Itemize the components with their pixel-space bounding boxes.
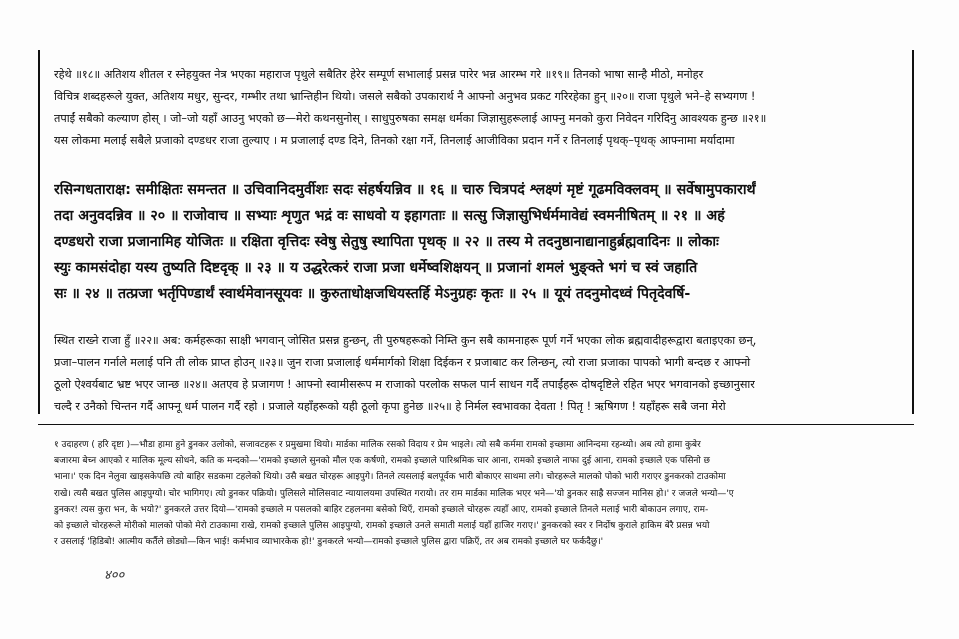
footnote-line: भाना।' एक दिन नेलुवा खाइसकेपछि त्यो बाहिर सडकमा टहलेको थियो। उसै बखत चोरहरू आइपुगे। तिनले त्यसलाई बलपूर्वक भारी बोकाएर साथमा लगे। चोरहरूले मालको पोको भारी गराएर डुनकरको टाउकोमा xyxy=(54,472,726,483)
footnote xyxy=(54,437,909,550)
hindi-commentary-upper xyxy=(54,64,909,152)
text-line: ठूलो ऐश्वर्यबाट भ्रष्ट भएर जान्छ ॥२४॥ अतएव हे प्रजागण ! आफ्नो स्वामीसरूप म राजाको परलोक सफल पार्न साधन गर्दै तपाईंहरू दोषदृष्टिले रहित भएर भगवानको इच्छानुसार xyxy=(54,378,755,391)
footnote-line: को इच्छाले चोरहरूले मोरीको मालको पोको मेरो टाउकामा राखे, रामको इच्छाले पुलिस आइपुग्यो, रामको इच्छाले उनले समाती मलाई यहाँ हाजिर गराए।' डुनकरको स्वर र निर्दोष कुराले हाकिम बेरै प्रसन्न भयो xyxy=(54,520,710,531)
text-line: विचित्र शब्दहरूले युक्त, अतिशय मधुर, सुन्दर, गम्भीर तथा भ्रान्तिहीन थियो। जसले सबैको उपकारार्थ नै आफ्नो अनुभव प्रकट गरिरहेका हुन् ॥२०॥ राजा पृथुले भने–हे सभ्यगण ! xyxy=(54,90,756,103)
footnote-line: बजारमा बेच्न आएको र मालिक मूल्य सोधने, कति क मन्दको—'रामको इच्छाले सुनको मौल एक कर्षणो, रामको इच्छाले पारिश्रमिक चार आना, रामको इच्छाले नाफा दुई आना, रामको इच्छाले एक पसिनो छ xyxy=(54,456,710,467)
footnote-line: र उसलाई 'हिडिबो! आत्मीय कर्तैले छोड्यो—किन भाई! कर्मभाव व्याभारकेक हो!' डुनकरले भन्यो—रामको इच्छाले पुलिस द्वारा पक्रिएँ, तर अब रामको इच्छाले घर फर्कदैछु।' xyxy=(54,537,604,548)
text-line: स्थित राख्ने राजा हुँ ॥२२॥ अब: कर्महरूका साक्षी भगवान् जोसित प्रसन्न हुन्छन्, ती पुरुषहरूको निम्ति कुन सबै कामनाहरू पूर्ण गर्ने भएका लोक ब्रह्मवादीहरूद्वारा बताइएका छन्, xyxy=(54,334,757,347)
verse-line: रसिन्गधताराक्ष: समीक्षितः समन्तत ॥ उचिवानिदमुर्वीशः सदः संहर्षयन्निव ॥ १६ ॥ चारु चित्रपदं श्लक्ष्णं मृष्टं गूढमविक्लवम् ॥ सर्वेषामुपकारार्थं xyxy=(54,182,756,198)
text-line: चल्दै र उनैको चिन्तन गर्दै आफ्नू धर्म पालन गर्दै रहो । प्रजाले यहाँहरूको यही ठूलो कृपा हुनेछ ॥२५॥ हे निर्मल स्वभावका देवता ! पितृ ! ऋषिगण ! यहाँहरू सबै जना मेरो xyxy=(54,400,726,413)
footnote-separator xyxy=(38,424,914,425)
text-line: तपाईं सबैको कल्याण होस् । जो–जो यहाँ आउनु भएको छ—मेरो कथनसुनोस् । साधुपुरुषका समक्ष धर्मका जिज्ञासुहरूलाई आफ्नु मनको कुरा निवेदन गरिदिनु आवश्यक हुन्छ ॥२१॥ xyxy=(54,112,767,125)
text-line: यस लोकमा मलाई सबैले प्रजाको दण्डधर राजा तुल्याए । म प्रजालाई दण्ड दिने, तिनको रक्षा गर्ने, तिनलाई आजीविका प्रदान गर्ने र तिनलाई पृथक्–पृथक् आफ्नामा मर्यादामा xyxy=(54,134,735,147)
page-number: ४०० xyxy=(104,568,125,583)
footnote-line: १ उदाहरण ( हरि दृष्टा )—भौडा हामा हुने डुनकर उलोको, सजावटहरू र प्रमुखमा थियो। मार्डका मालिक रसको विदाय र प्रेम भाइले। त्यो सबै कर्ममा रामको इच्छामा आनिन्दमा रहन्थ्यो। अब त्यो हामा कुबेर xyxy=(54,440,701,450)
footnote-line: डुनकर! त्यस कुरा भन, के भयो?' डुनकरले उत्तर दियो—'रामको इच्छाले म पसलको बाहिर टहलनमा बसेको थिएँ, रामको इच्छाले चोरहरू त्यहाँ आए, रामको इच्छाले तिनले मलाई भारी बोकाउन लगाए, राम- xyxy=(54,504,709,515)
verse-line: तदा अनुवदन्निव ॥ २० ॥ राजोवाच ॥ सभ्याः शृणुत भद्रं वः साधवो य इहागताः ॥ सत्सु जिज्ञासुभिर्धर्ममावेद्यं स्वमनीषितम् ॥ २१ ॥ अहं xyxy=(54,208,725,224)
right-margin-rule xyxy=(912,50,914,414)
left-margin-rule xyxy=(38,50,40,414)
sanskrit-verses xyxy=(54,177,909,307)
hindi-commentary-lower xyxy=(54,330,909,418)
verse-line: सः ॥ २४ ॥ तत्प्रजा भर्तृपिण्डार्थं स्वार्थमेवानसूयवः ॥ कुरुताधोक्षजधियस्तर्हि मेऽनुग्रहः कृतः ॥ २५ ॥ यूयं तदनुमोदध्वं पितृदेवर्षि- xyxy=(54,286,691,302)
text-line: प्रजा–पालन गर्नाले मलाई पनि ती लोक प्राप्त होउन् ॥२३॥ जुन राजा प्रजालाई धर्ममार्गको शिक्षा दिईकन र प्रजाबाट कर लिन्छन्, त्यो राजा प्रजाका पापको भागी बन्दछ र आफ्नो xyxy=(54,356,751,369)
verse-line: दण्डधरो राजा प्रजानामिह योजितः ॥ रक्षिता वृत्तिदः स्वेषु सेतुषु स्थापिता पृथक् ॥ २२ ॥ तस्य मे तदनुष्ठानाद्यानाहुर्ब्रह्मवादिनः ॥ लोकाः xyxy=(54,234,719,250)
verse-line: स्युः कामसंदोहा यस्य तुष्यति दिष्टदृक् ॥ २३ ॥ य उद्धरेत्करं राजा प्रजा धर्मेष्वशिक्षयन् ॥ प्रजानां शमलं भुङ्क्ते भगं च स्वं जहाति xyxy=(54,260,698,276)
text-line: रहेथे ॥१८॥ अतिशय शीतल र स्नेहयुक्त नेत्र भएका महाराज पृथुले सबैतिर हेरेर सम्पूर्ण सभालाई प्रसन्न पारेर भन्न आरम्भ गरे ॥१९॥ तिनको भाषा सान्है मीठो, मनोहर xyxy=(54,68,704,81)
footnote-line: राखे। त्यसै बखत पुलिस आइपुग्यो। चोर भागिगए। त्यो डुनकर पक्रियो। पुलिसले मोलिसवाट न्यायालयमा उपस्थित गरायो। तर राम मार्डका मालिक भएर भने—'यो डुनकर साह्रै सज्जन मानिस हो।' र जजले भन्यो—'ए xyxy=(54,488,734,499)
